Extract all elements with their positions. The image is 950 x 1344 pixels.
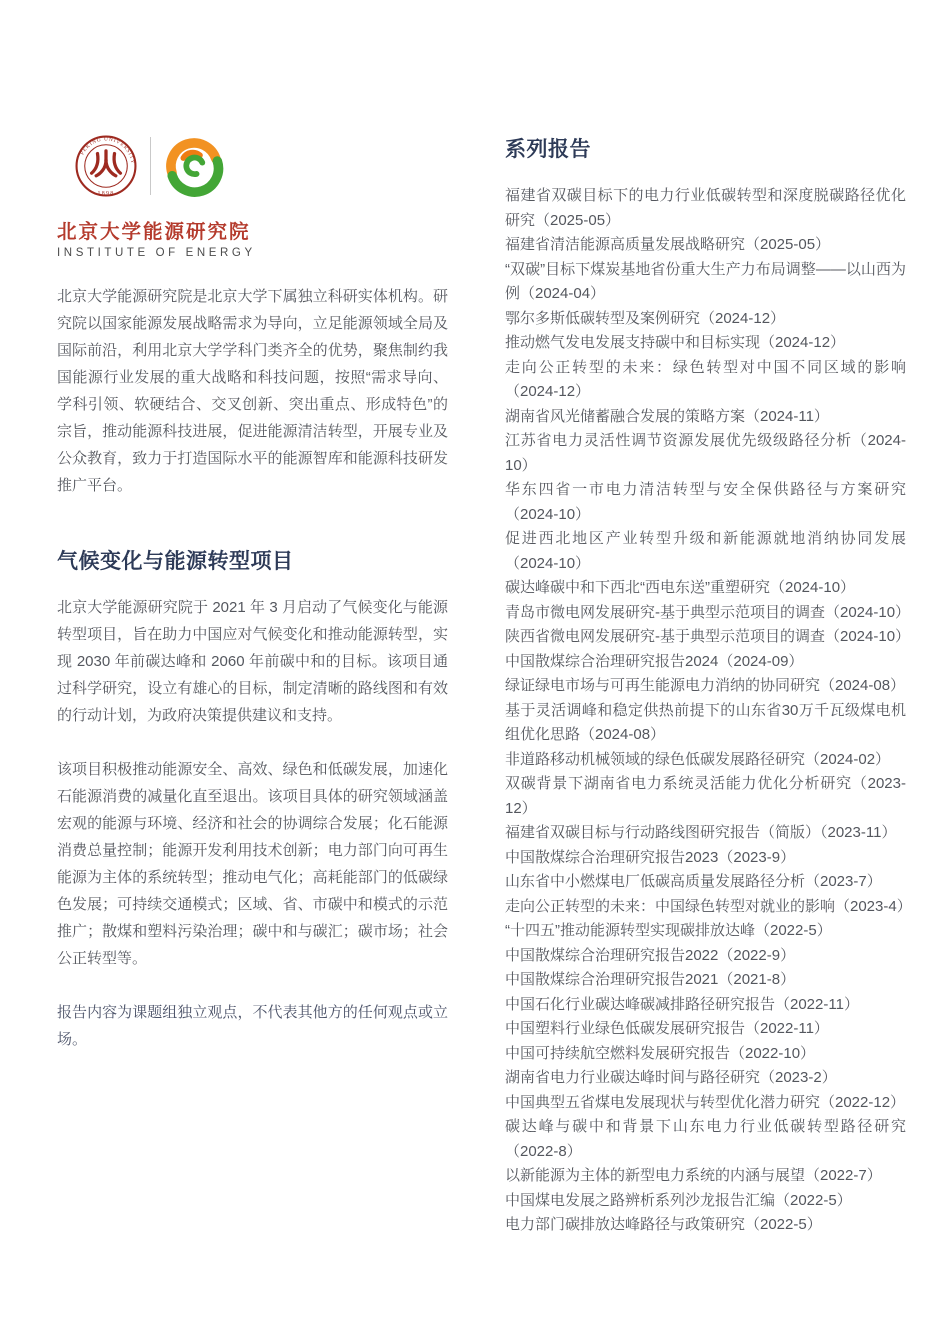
institute-name-cn: 北京大学能源研究院 [57,221,251,243]
report-item: 推动燃气发电发展支持碳中和目标实现（2024-12） [505,334,846,351]
report-item: 绿证绿电市场与可再生能源电力消纳的协同研究（2024-08） [505,677,906,694]
report-item: 非道路移动机械领域的绿色低碳发展路径研究（2024-02） [505,750,891,768]
report-item: 陕西省微电网发展研究-基于典型示范项目的调查（2024-10） [505,628,911,645]
report-item: 华东四省一市电力清洁转型与安全保供路径与方案研究（2024-10） [505,481,906,523]
seal-year-text: 1898 [97,190,115,197]
report-item: 福建省清洁能源高质量发展战略研究（2025-05） [505,236,831,253]
about-paragraph: 北京大学能源研究院是北京大学下属独立科研实体机构。研究院以国家能源发展战略需求为导向，立足能源领域全局及国际前沿，利用北京大学学科门类齐全的优势，聚焦制约我国能源行业发展的重大战略和科技问题，按照“需求导向、学科引领、软硬结合、交叉创新、突出重点、形成特色”的宗旨，推动能源科技进展，促进能源清洁转型，开展专业及公众教育，致力于打造国际水平的能源智库和能源科技研发推广平台。 [57,288,448,494]
report-item: 福建省双碳目标下的电力行业低碳转型和深度脱碳路径优化研究（2025-05） [505,187,906,229]
report-item: 青岛市微电网发展研究-基于典型示范项目的调查（2024-10） [505,603,911,621]
report-item: 碳达峰与碳中和背景下山东电力行业低碳转型路径研究（2022-8） [505,1118,906,1160]
project-paragraph-1: 北京大学能源研究院于 2021 年 3 月启动了气候变化与能源转型项目，旨在助力中国应对气候变化和推动能源转型，实现 2030 年前碳达峰和 2060 年前碳中和的目标。该项目通过科学研究，设立有雄心的目标，制定清晰的路线图和有效的行动计划，为政府决策提供建议和支持。 [57,599,448,724]
report-item: 中国塑料行业绿色低碳发展研究报告（2022-11） [505,1020,829,1037]
project-section-heading: 气候变化与能源转型项目 [57,550,294,573]
report-item: 基于灵活调峰和稳定供热前提下的山东省30万千瓦级煤电机组优化思路（2024-08） [505,701,906,743]
seal-arc-text: PEKING UNIVERSITY [79,136,136,165]
project-paragraph-2: 该项目积极推动能源安全、高效、绿色和低碳发展，加速化石能源消费的减量化直至退出。该项目具体的研究领域涵盖宏观的能源与环境、经济和社会的协调综合发展；化石能源消费总量控制；能源开发利用技术创新；电力部门向可再生能源为主体的系统转型；推动电气化；高耗能部门的低碳绿色发展；可持续交通模式；区域、省、市碳中和模式的示范推广；散煤和塑料污染治理；碳中和与碳汇；碳市场；社会公正转型等。 [57,761,448,967]
report-item: 福建省双碳目标与行动路线图研究报告（简版）（2023-11） [505,824,897,841]
reports-column [505,133,912,1238]
report-item: 湖南省电力行业碳达峰时间与路径研究（2023-2） [505,1069,837,1086]
left-column [57,130,448,1053]
logo-divider [150,137,151,195]
report-item: 中国散煤综合治理研究报告2023（2023-9） [505,848,796,866]
report-item: 鄂尔多斯低碳转型及案例研究（2024-12） [505,309,786,327]
report-item: 湖南省风光储蓄融合发展的策略方案（2024-11） [505,407,829,425]
report-item: 中国可持续航空燃料发展研究报告（2022-10） [505,1044,816,1062]
institute-logo-lockup [73,130,448,202]
report-item: 碳达峰碳中和下西北“西电东送”重塑研究（2024-10） [505,579,856,596]
reports-section-heading: 系列报告 [505,138,591,161]
report-item: 中国散煤综合治理研究报告2022（2022-9） [505,946,796,964]
disclaimer-paragraph: 报告内容为课题组独立观点，不代表其他方的任何观点或立场。 [57,1004,448,1048]
report-item: 中国煤电发展之路辨析系列沙龙报告汇编（2022-5） [505,1191,852,1209]
report-item: 中国散煤综合治理研究报告2021（2021-8） [505,971,796,988]
report-item: 走向公正转型的未来：中国绿色转型对就业的影响（2023-4） [505,897,912,915]
report-item: 江苏省电力灵活性调节资源发展优先级级路径分析（2024-10） [505,432,906,474]
report-item: “十四五”推动能源转型实现碳排放达峰（2022-5） [505,922,832,939]
report-item: 以新能源为主体的新型电力系统的内涵与展望（2022-7） [505,1167,882,1184]
report-item: 中国石化行业碳达峰碳减排路径研究报告（2022-11） [505,995,859,1013]
report-item: 中国典型五省煤电发展现状与转型优化潜力研究（2022-12） [505,1093,906,1111]
peking-university-seal-icon [73,130,139,202]
report-item: 山东省中小燃煤电厂低碳高质量发展路径分析（2023-7） [505,873,882,890]
report-item: 走向公正转型的未来：绿色转型对中国不同区域的影响（2024-12） [505,358,906,400]
report-item: 双碳背景下湖南省电力系统灵活能力优化分析研究（2023-12） [505,775,906,817]
report-list [505,184,912,1238]
institute-of-energy-logo-icon [162,133,226,199]
report-item: 促进西北地区产业转型升级和新能源就地消纳协同发展（2024-10） [505,530,906,572]
report-item: “双碳”目标下煤炭基地省份重大生产力布局调整——以山西为例（2024-04） [505,260,906,302]
institute-name-en: INSTITUTE OF ENERGY [57,247,256,259]
report-item: 电力部门碳排放达峰路径与政策研究（2022-5） [505,1216,822,1233]
report-item: 中国散煤综合治理研究报告2024（2024-09） [505,652,804,670]
